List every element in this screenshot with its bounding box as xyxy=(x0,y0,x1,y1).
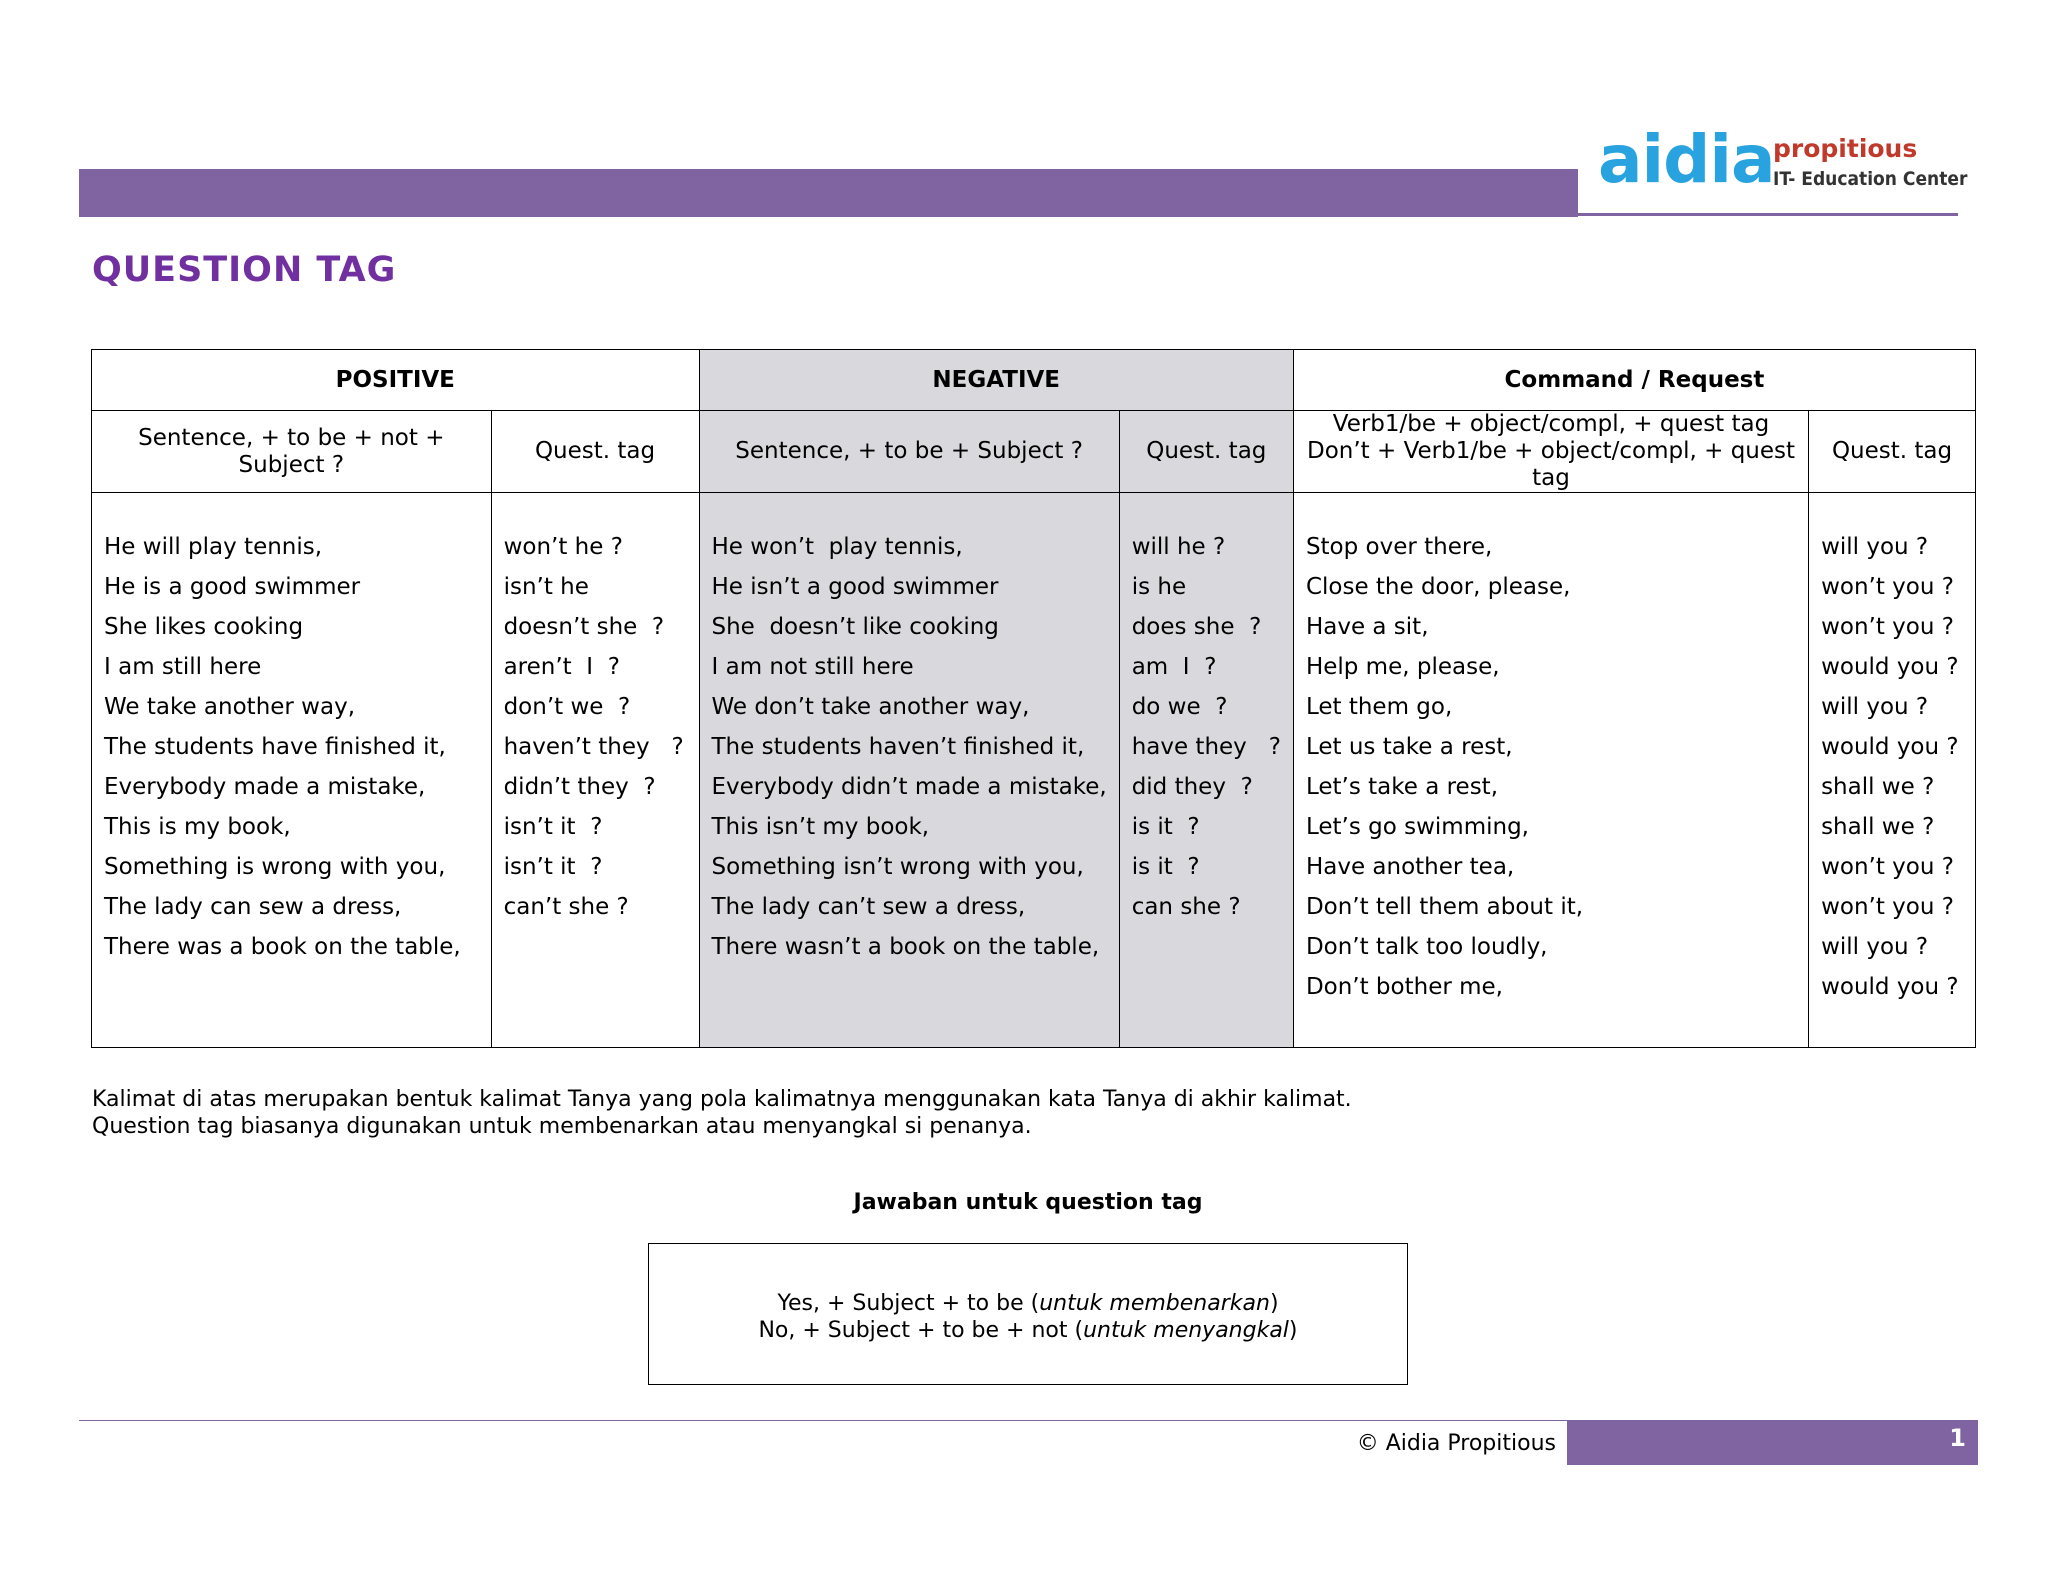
table-line: doesn’t she ? xyxy=(503,614,665,640)
table-line: She likes cooking xyxy=(104,614,304,640)
header-bar xyxy=(79,169,1578,217)
answer-no-note: untuk menyangkal xyxy=(1083,1318,1289,1343)
subheader-positive-sentence xyxy=(92,411,492,493)
table-line: does she ? xyxy=(1131,614,1262,640)
negative-sentences-cell xyxy=(699,493,1119,1048)
answer-yes-note: untuk membenarkan xyxy=(1039,1291,1270,1316)
table-line: This is my book, xyxy=(104,814,291,840)
table-line: Let us take a rest, xyxy=(1305,734,1513,760)
table-line: don’t we ? xyxy=(503,694,631,720)
table-line: Stop over there, xyxy=(1305,534,1493,560)
aidia-logo xyxy=(1598,120,1968,214)
positive-tags-cell xyxy=(491,493,699,1048)
answer-no xyxy=(649,1317,1407,1344)
table-line: Let’s go swimming, xyxy=(1305,814,1529,840)
explanation-paragraph xyxy=(92,1086,1352,1140)
answer-yes xyxy=(649,1290,1407,1317)
table-line: She doesn’t like cooking xyxy=(711,614,999,640)
table-line: Let’s take a rest, xyxy=(1305,774,1499,800)
table-line: won’t you ? xyxy=(1821,854,1954,880)
header-negative: NEGATIVE xyxy=(699,350,1293,411)
answer-box xyxy=(648,1243,1408,1385)
table-line: am I ? xyxy=(1131,654,1217,680)
logo-word: aidia xyxy=(1598,121,1775,198)
table-line: Something isn’t wrong with you, xyxy=(711,854,1084,880)
table-line: will you ? xyxy=(1821,534,1929,560)
table-line: The students haven’t finished it, xyxy=(711,734,1085,760)
subheader-command-tag: Quest. tag xyxy=(1809,411,1976,493)
table-line: Something is wrong with you, xyxy=(104,854,446,880)
table-line: Let them go, xyxy=(1305,694,1453,720)
footer-copyright: © Aidia Propitious xyxy=(1356,1431,1556,1456)
table-line: He won’t play tennis, xyxy=(711,534,963,560)
header-positive: POSITIVE xyxy=(92,350,700,411)
table-line: shall we ? xyxy=(1821,774,1935,800)
subheader-positive-tag: Quest. tag xyxy=(491,411,699,493)
table-line: He is a good swimmer xyxy=(104,574,361,600)
table-line: This isn’t my book, xyxy=(711,814,930,840)
table-line: isn’t it ? xyxy=(503,854,603,880)
table-line: There wasn’t a book on the table, xyxy=(711,934,1100,960)
table-line: The students have finished it, xyxy=(104,734,446,760)
table-line: won’t he ? xyxy=(503,534,623,560)
table-line: Everybody made a mistake, xyxy=(104,774,426,800)
command-sentences-cell xyxy=(1293,493,1808,1048)
table-line: He will play tennis, xyxy=(104,534,323,560)
footer-bar xyxy=(1567,1420,1978,1465)
table-line: will you ? xyxy=(1821,694,1929,720)
table-line: Have another tea, xyxy=(1305,854,1515,880)
table-line: aren’t I ? xyxy=(503,654,620,680)
table-line: There was a book on the table, xyxy=(104,934,461,960)
footer-rule xyxy=(79,1420,1567,1421)
table-line: will you ? xyxy=(1821,934,1929,960)
positive-sentences-cell xyxy=(92,493,492,1048)
table-line: is it ? xyxy=(1131,854,1200,880)
table-line: won’t you ? xyxy=(1821,614,1954,640)
answer-title: Jawaban untuk question tag xyxy=(853,1190,1203,1215)
table-line: would you ? xyxy=(1821,974,1959,1000)
paragraph-line: Question tag biasanya digunakan untuk membenarkan atau menyangkal si penanya. xyxy=(92,1114,1032,1139)
table-line: haven’t they ? xyxy=(503,734,684,760)
logo-underline xyxy=(1578,213,1958,216)
page-number: 1 xyxy=(1949,1424,1966,1452)
command-tags-cell xyxy=(1809,493,1976,1048)
table-line: isn’t he xyxy=(503,574,589,600)
table-line: We take another way, xyxy=(104,694,356,720)
table-line: would you ? xyxy=(1821,734,1959,760)
table-line: won’t you ? xyxy=(1821,574,1954,600)
subheader-command-sentence xyxy=(1293,411,1808,493)
table-line: can she ? xyxy=(1131,894,1241,920)
table-line: won’t you ? xyxy=(1821,894,1954,920)
question-tag-table xyxy=(91,349,1976,1048)
negative-tags-cell xyxy=(1119,493,1293,1048)
answer-close: ) xyxy=(1269,1291,1279,1316)
table-line: would you ? xyxy=(1821,654,1959,680)
table-line: The lady can’t sew a dress, xyxy=(711,894,1026,920)
logo-tagline: IT- Education Center xyxy=(1773,168,1968,190)
table-line: have they ? xyxy=(1131,734,1281,760)
answer-close: ) xyxy=(1288,1318,1298,1343)
header-command: Command / Request xyxy=(1293,350,1975,411)
table-line: He isn’t a good swimmer xyxy=(711,574,999,600)
table-line: Help me, please, xyxy=(1305,654,1500,680)
table-line: isn’t it ? xyxy=(503,814,603,840)
table-line: can’t she ? xyxy=(503,894,629,920)
table-line: shall we ? xyxy=(1821,814,1935,840)
table-line: is he xyxy=(1131,574,1187,600)
table-line: Have a sit, xyxy=(1305,614,1429,640)
table-line: We don’t take another way, xyxy=(711,694,1030,720)
logo-subtitle: propitious xyxy=(1773,134,1918,163)
table-line: do we ? xyxy=(1131,694,1228,720)
answer-yes-text: Yes, + Subject + to be ( xyxy=(777,1291,1040,1316)
table-line: will he ? xyxy=(1131,534,1226,560)
page-title: QUESTION TAG xyxy=(92,250,397,290)
subheader-text: Sentence, + to be + not + Subject ? xyxy=(138,424,445,478)
table-line: Don’t talk too loudly, xyxy=(1305,934,1548,960)
paragraph-line: Kalimat di atas merupakan bentuk kalimat Tanya yang pola kalimatnya menggunakan kata Tanya di akhir kalimat. xyxy=(92,1087,1352,1112)
table-line: Don’t tell them about it, xyxy=(1305,894,1584,920)
subheader-negative-tag: Quest. tag xyxy=(1119,411,1293,493)
subheader-text: Verb1/be + object/compl, + quest tag Don’t + Verb1/be + object/compl, + quest tag xyxy=(1306,411,1796,491)
table-line: Close the door, please, xyxy=(1305,574,1571,600)
table-line: I am not still here xyxy=(711,654,914,680)
table-line: did they ? xyxy=(1131,774,1253,800)
table-line: Everybody didn’t made a mistake, xyxy=(711,774,1107,800)
table-line: I am still here xyxy=(104,654,262,680)
answer-no-text: No, + Subject + to be + not ( xyxy=(758,1318,1084,1343)
table-line: The lady can sew a dress, xyxy=(104,894,402,920)
table-line: Don’t bother me, xyxy=(1305,974,1503,1000)
table-line: is it ? xyxy=(1131,814,1200,840)
table-line: didn’t they ? xyxy=(503,774,656,800)
subheader-negative-sentence: Sentence, + to be + Subject ? xyxy=(699,411,1119,493)
